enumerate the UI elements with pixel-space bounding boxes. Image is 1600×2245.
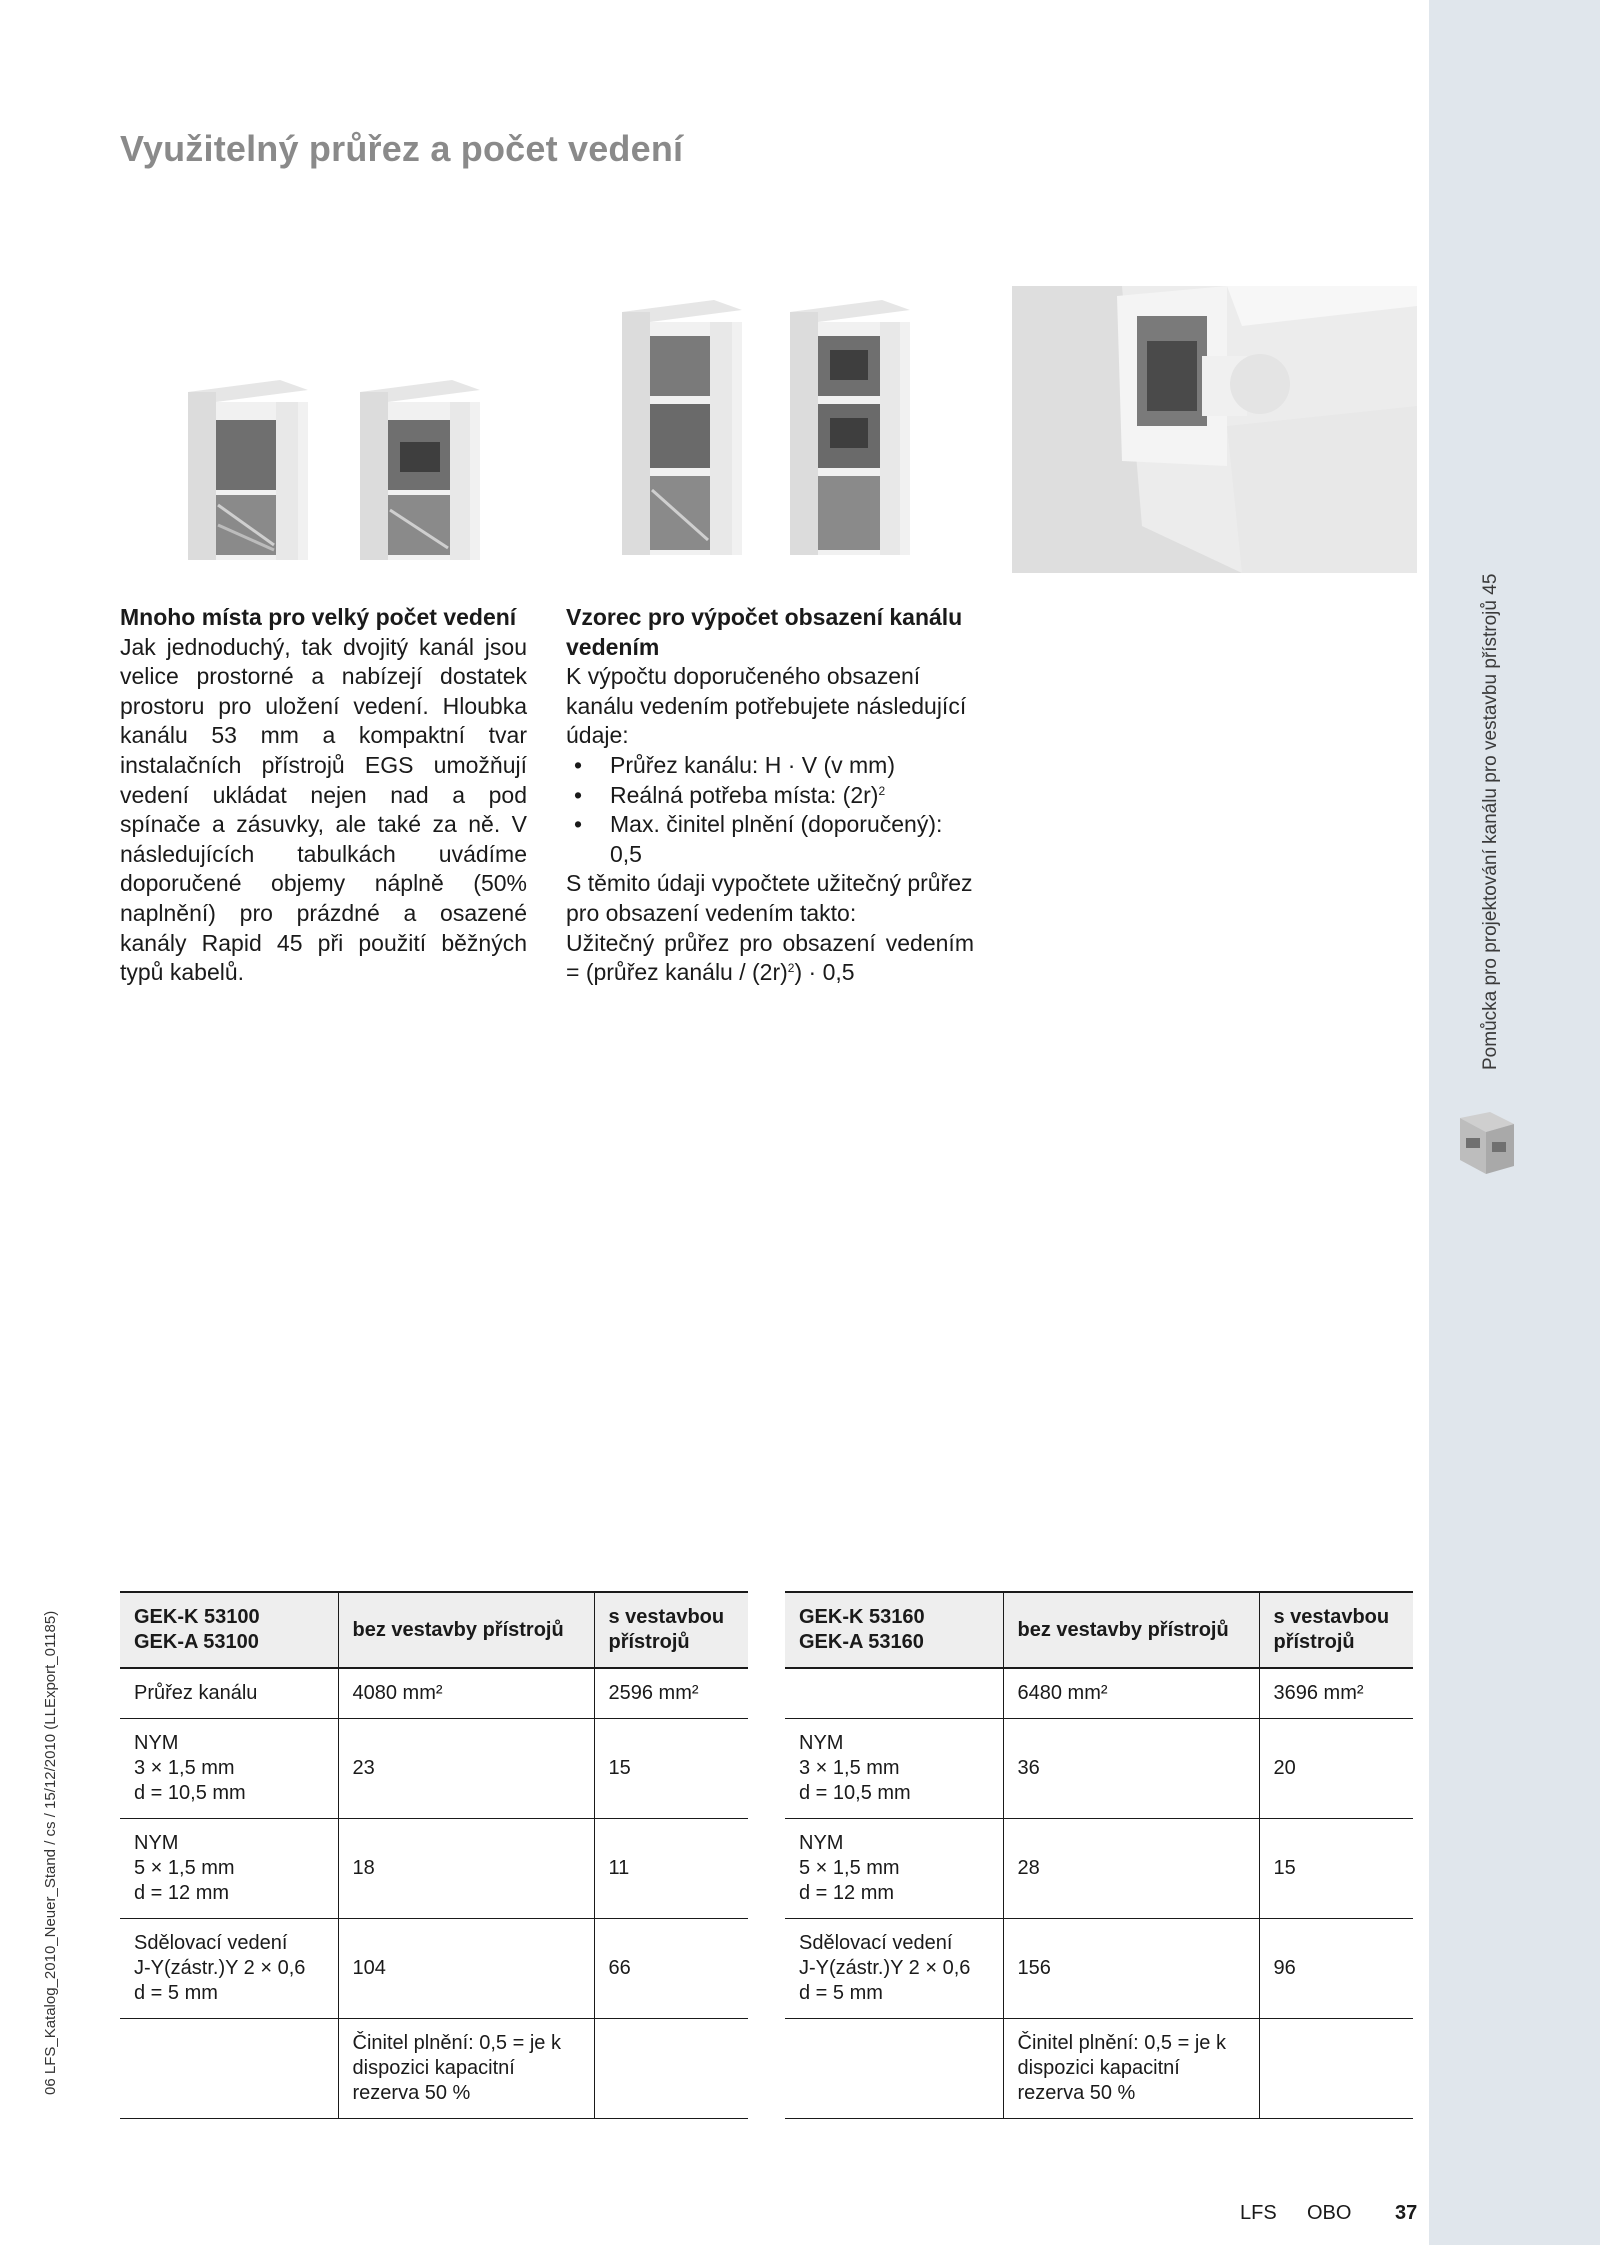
table-header: bez vestavby přístrojů — [338, 1592, 594, 1668]
table-cell: Průřez kanálu — [120, 1668, 338, 1719]
capacity-table-53160 — [785, 1591, 1413, 2119]
right-column — [566, 603, 974, 988]
table-cell: Sdělovací vedení J-Y(zástr.)Y 2 × 0,6 d = 5 mm — [785, 1919, 1003, 2019]
table-row — [120, 1668, 748, 1719]
fill-factor-note: Činitel plnění: 0,5 = je k dispozici kapacitní rezerva 50 % — [1003, 2019, 1259, 2119]
table-header: bez vestavby přístrojů — [1003, 1592, 1259, 1668]
table-cell: 28 — [1003, 1819, 1259, 1919]
list-item: • Reálná potřeba místa: $(2r)^2$ — [566, 781, 974, 811]
table-header: GEK-K 53100 GEK-A 53100 — [120, 1592, 338, 1668]
right-intro: K výpočtu doporučeného obsazení kanálu vedením potřebujete následující údaje: — [566, 663, 967, 749]
requirements-list — [566, 751, 974, 869]
table-cell: 96 — [1259, 1919, 1413, 2019]
table-cell: 23 — [338, 1719, 594, 1819]
table-cell: 6480 mm² — [1003, 1668, 1259, 1719]
left-body: Jak jednoduchý, tak dvojitý kanál jsou velice prostorné a nabízejí dostatek prostoru pro uložení vedení. Hloubka kanálu 53 mm a kompaktní tvar instalačních přístrojů EGS umožňují vedení ukládat nejen nad a pod spínače a zásuvky, ale také za ně. V následujících tabulkách uvádíme doporučené objemy náplně (50% naplnění) pro prázdné a osazené kanály Rapid 45 při použití běžných typů kabelů. — [120, 633, 527, 986]
table-cell: 15 — [594, 1719, 748, 1819]
table-cell — [594, 2019, 748, 2119]
fill-factor-note: Činitel plnění: 0,5 = je k dispozici kapacitní rezerva 50 % — [338, 2019, 594, 2119]
table-header-row — [120, 1592, 748, 1668]
table-cell: NYM 3 × 1,5 mm d = 10,5 mm — [120, 1719, 338, 1819]
print-info: 06 LFS_Katalog_2010_Neuer_Stand / cs / 15/12/2010 (LLExport_01185) — [42, 1610, 59, 2095]
installed-socket-photo — [1012, 286, 1417, 573]
table-row — [120, 1919, 748, 2019]
table-row — [120, 2019, 748, 2119]
left-heading: Mnoho místa pro velký počet vedení — [120, 604, 517, 630]
footer-brand-obo: OBO — [1307, 2202, 1352, 2224]
table-cell: NYM 5 × 1,5 mm d = 12 mm — [785, 1819, 1003, 1919]
table-cell: NYM 5 × 1,5 mm d = 12 mm — [120, 1819, 338, 1919]
list-item: • Max. činitel plnění (doporučený): 0,5 — [566, 810, 974, 869]
side-title — [1480, 1000, 1502, 1070]
table-cell: Sdělovací vedení J-Y(zástr.)Y 2 × 0,6 d = 5 mm — [120, 1919, 338, 2019]
double-channel-photo — [622, 300, 742, 555]
formula: Užitečný průřez pro obsazení vedením = (průřez kanálu / $(2r)^2) \cdot 0,5$ — [566, 929, 974, 986]
capacity-table-53100 — [120, 1591, 748, 2119]
table-cell — [785, 2019, 1003, 2119]
table-row — [120, 1719, 748, 1819]
right-heading: Vzorec pro výpočet obsazení kanálu vedením — [566, 604, 963, 660]
single-channel-device-photo — [360, 380, 480, 560]
table-cell: 104 — [338, 1919, 594, 2019]
table-cell — [785, 1668, 1003, 1719]
single-channel-photo — [188, 380, 308, 560]
table-cell: NYM 3 × 1,5 mm d = 10,5 mm — [785, 1719, 1003, 1819]
table-header: GEK-K 53160 GEK-A 53160 — [785, 1592, 1003, 1668]
table-cell: 4080 mm² — [338, 1668, 594, 1719]
table-header-row — [785, 1592, 1413, 1668]
channel-thumbnail-icon — [1456, 1112, 1516, 1178]
table-row — [785, 1819, 1413, 1919]
table-row — [785, 1919, 1413, 2019]
table-row — [785, 2019, 1413, 2119]
page-title: Využitelný průřez a počet vedení — [120, 128, 684, 169]
list-item: • Průřez kanálu: H · V (v mm) — [566, 751, 974, 781]
table-cell: 66 — [594, 1919, 748, 2019]
footer-brand-lfs: LFS — [1240, 2202, 1277, 2224]
table-cell: 2596 mm² — [594, 1668, 748, 1719]
table-row — [120, 1819, 748, 1919]
table-cell: 3696 mm² — [1259, 1668, 1413, 1719]
table-header: s vestavbou přístrojů — [594, 1592, 748, 1668]
table-row — [785, 1719, 1413, 1819]
table-cell: 15 — [1259, 1819, 1413, 1919]
table-cell: 18 — [338, 1819, 594, 1919]
table-cell — [120, 2019, 338, 2119]
table-cell: 11 — [594, 1819, 748, 1919]
right-middle: S těmito údaji vypočtete užitečný průřez pro obsazení vedením takto: — [566, 870, 973, 926]
table-cell — [1259, 2019, 1413, 2119]
table-cell: 36 — [1003, 1719, 1259, 1819]
table-row — [785, 1668, 1413, 1719]
table-cell: 20 — [1259, 1719, 1413, 1819]
left-column — [120, 603, 527, 988]
table-cell: 156 — [1003, 1919, 1259, 2019]
page-number: 37 — [1395, 2202, 1418, 2224]
table-header: s vestavbou přístrojů — [1259, 1592, 1413, 1668]
double-channel-device-photo — [790, 300, 910, 555]
